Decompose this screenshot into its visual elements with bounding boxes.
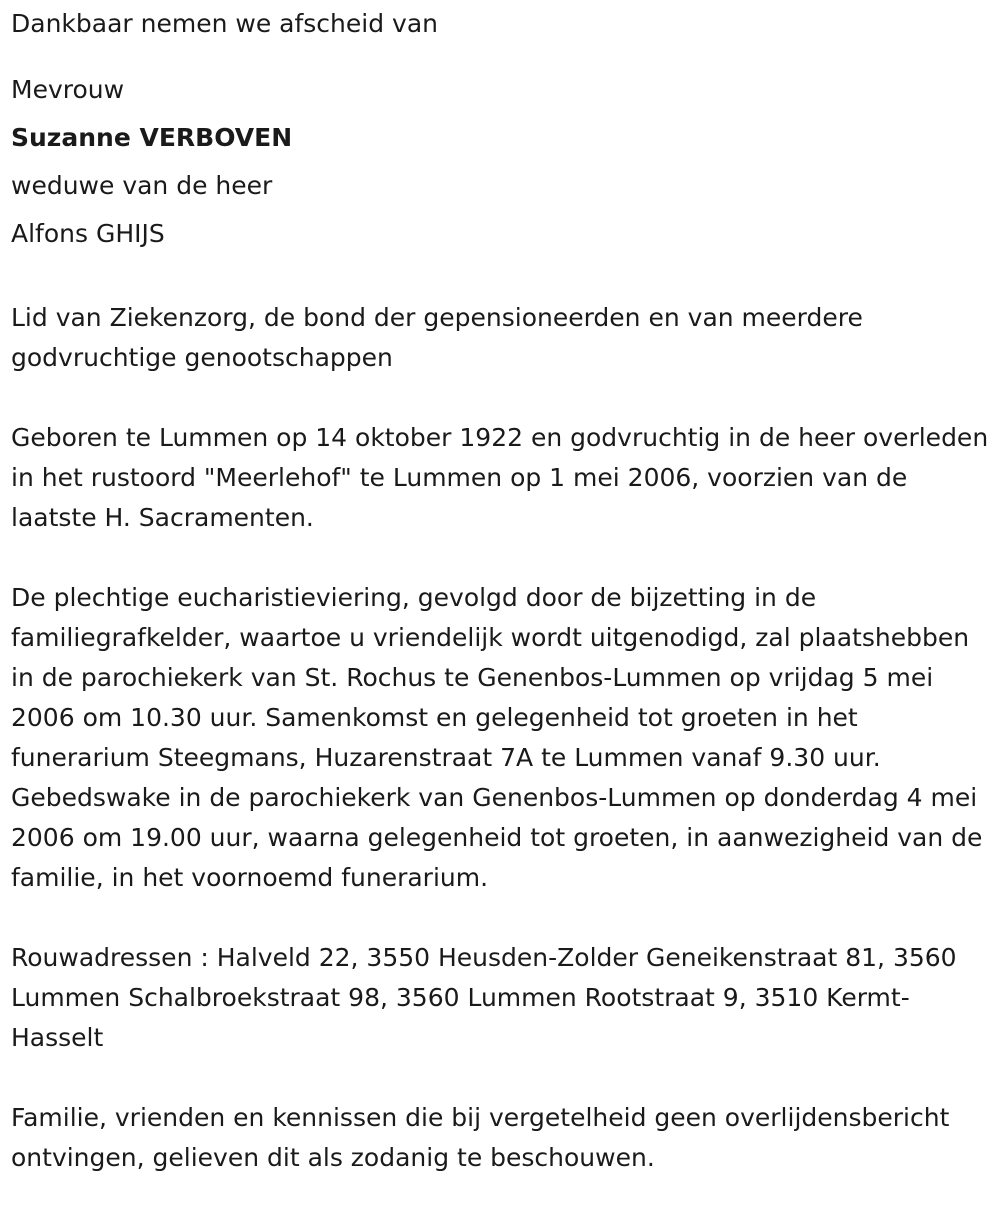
ceremony-paragraph: De plechtige eucharistieviering, gevolgd door de bijzetting in de familiegrafkelder, waartoe u vriendelijk wordt uitgenodigd, zal plaatshebben in de parochiekerk van St. Rochus te Genenbos-Lummen op vrijdag 5 mei 2006 om 10.30 uur. Samenkomst en gelegenheid tot groeten in het funerarium Steegmans, Huzarenstraat 7A te Lummen vanaf 9.30 uur. Gebedswake in de parochiekerk van Genenbos-Lummen op donderdag 4 mei 2006 om 19.00 uur, waarna gelegenheid tot groeten, in aanwezigheid van de familie, in het voornoemd funerarium. xyxy=(11,583,983,892)
membership-paragraph: Lid van Ziekenzorg, de bond der gepensioneerden en van meerdere godvruchtige genootschappen xyxy=(11,303,863,372)
closing-paragraph: Familie, vrienden en kennissen die bij vergetelheid geen overlijdensbericht ontvingen, gelieven dit als zodanig te beschouwen. xyxy=(11,1103,950,1172)
salutation: Mevrouw xyxy=(11,75,125,104)
intro-text: Dankbaar nemen we afscheid van xyxy=(11,9,438,38)
spouse-name: Alfons GHIJS xyxy=(11,219,165,248)
relation-text: weduwe van de heer xyxy=(11,171,273,200)
birth-death-paragraph: Geboren te Lummen op 14 oktober 1922 en godvruchtig in de heer overleden in het rustoord "Meerlehof" te Lummen op 1 mei 2006, voorzien van de laatste H. Sacramenten. xyxy=(11,423,989,532)
obituary-notice xyxy=(11,4,991,1178)
deceased-name: Suzanne VERBOVEN xyxy=(11,123,293,152)
addresses-paragraph: Rouwadressen : Halveld 22, 3550 Heusden-Zolder Geneikenstraat 81, 3560 Lummen Schalbroekstraat 98, 3560 Lummen Rootstraat 9, 3510 Kermt-Hasselt xyxy=(11,943,957,1052)
